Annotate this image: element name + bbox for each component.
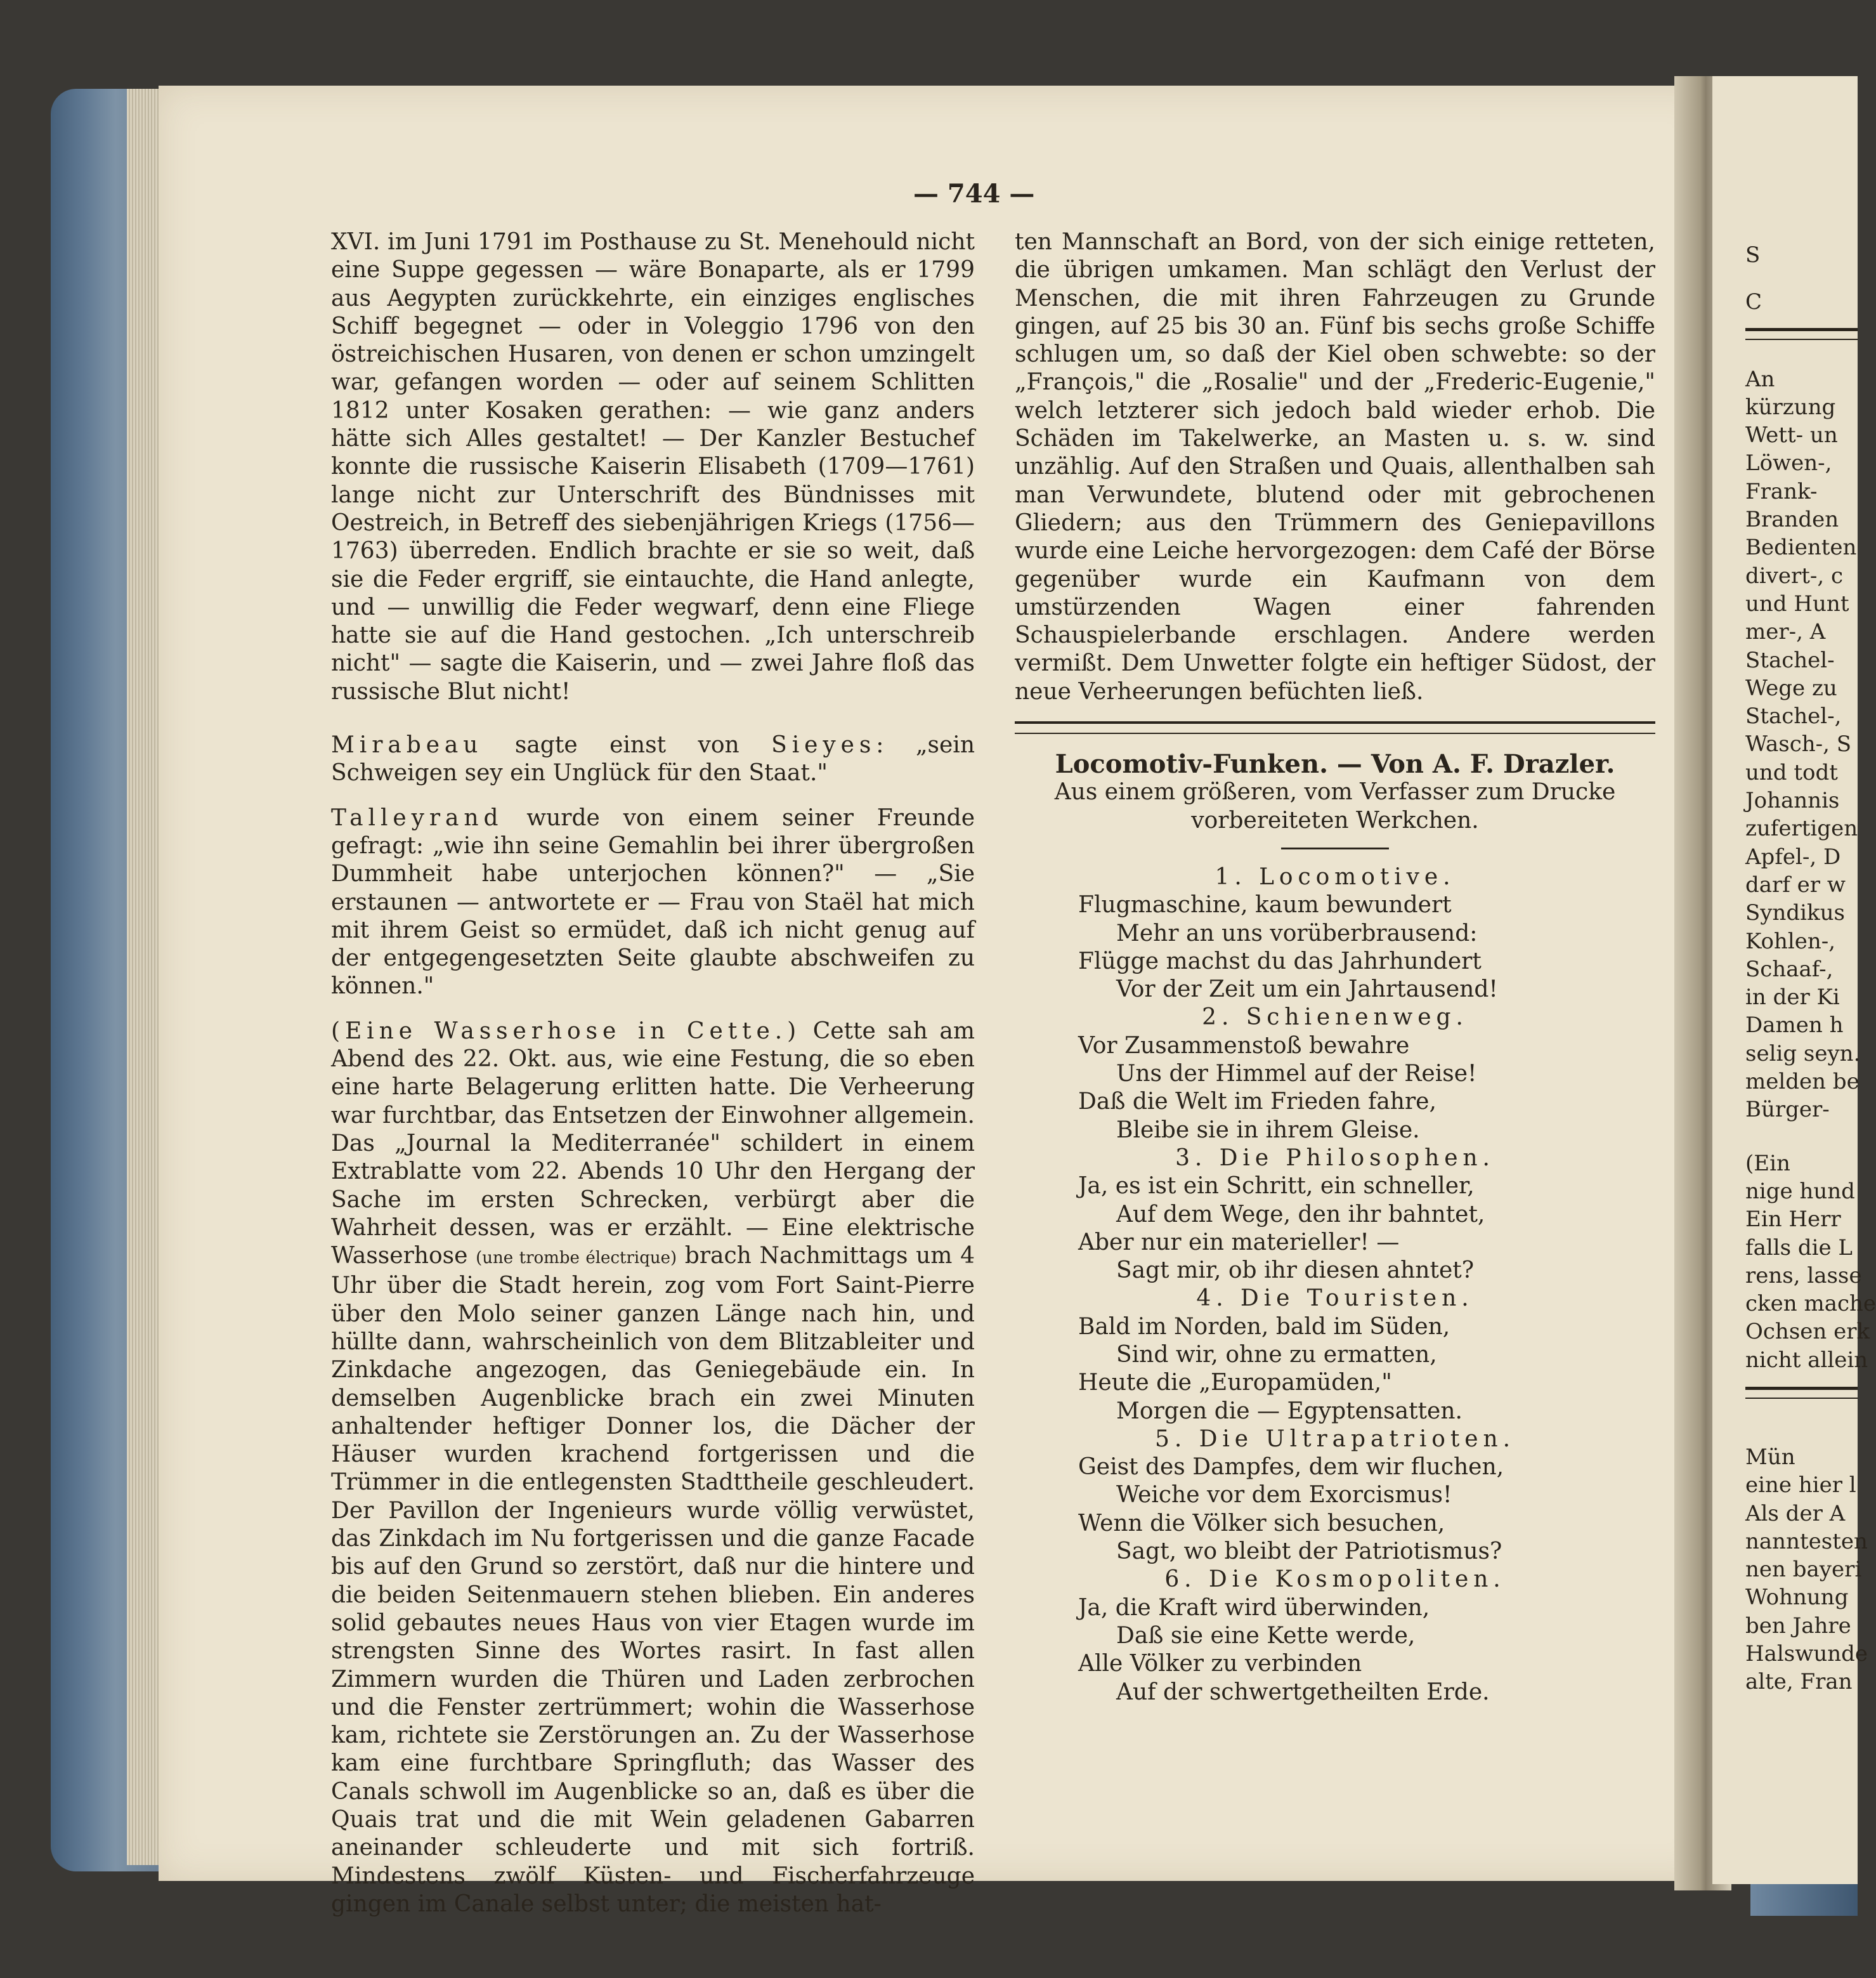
- partial-block-a: [1745, 365, 1861, 1124]
- partial-line: (Ein: [1745, 1150, 1790, 1176]
- partial-line: Ein Herr: [1745, 1207, 1841, 1233]
- partial-line: rens, lasse: [1745, 1262, 1862, 1288]
- partial-line: Wett- un: [1745, 422, 1838, 449]
- partial-line: divert-, c: [1745, 563, 1844, 589]
- name-sieyes: Sieyes: [771, 732, 876, 759]
- partial-line: Stachel-,: [1745, 704, 1842, 730]
- poem-line: Morgen die — Egyptensatten.: [1116, 1398, 1462, 1424]
- partial-line: Löwen-,: [1745, 450, 1832, 476]
- partial-line: kürzung: [1745, 394, 1836, 420]
- poem-2: [1015, 1004, 1655, 1144]
- paragraph-continued: ten Mannschaft an Bord, von der sich einige retteten, die übrigen umkamen. Man schlägt den Verlust der Menschen, die mit ihren Fahrzeugen zu Grunde gingen, auf 25 bis 30 an. Fünf bis sechs große Schiffe schlugen um, so daß der Kiel oben schwebte: so der „François," die „Rosalie" und der „Frederic-Eugenie," welch letzterer sich jedoch bald wieder erhob. Die Schäden im Takelwerke, an Masten u. s. w. sind unzählig. Auf den Straßen und Quais, allenthalben sah man Verwundete, blutend oder mit gebrochenen Gliedern; aus den Trümmern des Geniepavillons wurde eine Leiche hervorgezogen: dem Café der Börse gegenüber wurde ein Kaufmann von dem umstürzenden Wagen einer fahrenden Schauspielerbande erschlagen. Andere werden vermißt. Dem Unwetter folgte ein heftiger Südost, der neue Verheerungen befüchten ließ.: [1015, 229, 1655, 705]
- text: brach Nachmittags um 4 Uhr über die Stadt herein, zog vom Fort Saint-Pierre über den Molo seiner ganzen Länge nach hin, und hüllte dann, wahrscheinlich von dem Blitzableiter und Zinkdache angezogen, das Geniegebäude ein. In demselben Augenblicke brach ein zwei Minuten anhaltender heftiger Donner los, die Dächer der Häuser wurden krachend fortgerissen und die Trümmer in die entlegensten Stadttheile geschleudert. Der Pavillon der Ingenieurs wurde völlig verwüstet, das Zinkdach im Nu fortgerissen und die ganze Facade bis auf den Grund so zerstört, daß nur die hintere und die beiden Seitenmauern stehen blieben. Ein anderes solid gebautes neues Haus von vier Etagen wurde im strengsten Sinne des Wortes rasirt. In fast allen Zimmern wurden die Thüren und Laden zerbrochen und die Fenster zertrümmert; wohin die Wasserhose kam, richtete sie Zerstörungen an. Zu der Wasserhose kam eine furchtbare Springfluth; das Wasser des Canals schwoll im Augenblicke so an, daß es über die Quais trat und die mit Wein geladenen Gabarren aneinander schleuderte und mit sich fortriß. Mindestens zwölf Küsten- und Fischerfahrzeuge gingen im Canale selbst unter; die meisten hat-: [331, 1243, 975, 1917]
- poem-title: 2. Schienenweg.: [1202, 1004, 1468, 1031]
- partial-line: darf er w: [1745, 872, 1846, 898]
- partial-line: in der Ki: [1745, 985, 1840, 1011]
- poem-line: Sagt mir, ob ihr diesen ahntet?: [1116, 1257, 1475, 1284]
- paragraph-mirabeau: [331, 731, 975, 788]
- partial-line: falls die L: [1745, 1235, 1853, 1261]
- partial-line: alte, Fran: [1745, 1669, 1853, 1695]
- poem-3: [1015, 1144, 1655, 1285]
- partial-line: Stachel-: [1745, 647, 1835, 673]
- partial-line: melden be: [1745, 1069, 1860, 1095]
- poem-line: Weiche vor dem Exorcismus!: [1116, 1482, 1452, 1509]
- partial-line: C: [1745, 289, 1762, 315]
- page-number: — 744 —: [913, 179, 1035, 209]
- poem-line: Vor der Zeit um ein Jahrtausend!: [1116, 976, 1498, 1003]
- partial-line: Ochsen erk: [1745, 1319, 1870, 1345]
- poem-line: Sind wir, ohne zu ermatten,: [1116, 1341, 1437, 1368]
- poem-line: Wenn die Völker sich besuchen,: [1078, 1510, 1445, 1536]
- poem-line: Aber nur ein materieller! —: [1078, 1229, 1400, 1255]
- poem-line: Uns der Himmel auf der Reise!: [1116, 1061, 1477, 1087]
- poem-line: Flugmaschine, kaum bewundert: [1078, 892, 1452, 919]
- article-subheading: Aus einem größeren, vom Verfasser zum Drucke vorbereiteten Werkchen.: [1054, 779, 1616, 834]
- poem-line: Mehr an uns vorüberbrausend:: [1116, 920, 1478, 946]
- partial-line: Apfel-, D: [1745, 844, 1841, 870]
- partial-line: Mün: [1745, 1444, 1795, 1470]
- poem-line: Auf dem Wege, den ihr bahntet,: [1116, 1201, 1485, 1228]
- partial-line: zufertigen: [1745, 816, 1858, 842]
- article-title-wasserhose: (Eine Wasserhose in Cette.): [331, 1018, 802, 1044]
- poem-4: [1015, 1285, 1655, 1425]
- poem-5: [1015, 1425, 1655, 1566]
- poem-line: Geist des Dampfes, dem wir fluchen,: [1078, 1454, 1504, 1481]
- partial-line: An: [1745, 366, 1775, 392]
- partial-line: nige hund: [1745, 1178, 1855, 1204]
- partial-line: mer-, A: [1745, 619, 1826, 645]
- partial-line: Branden: [1745, 507, 1839, 533]
- poem-line: Flügge machst du das Jahrhundert: [1078, 948, 1482, 974]
- poem-line: Daß die Welt im Frieden fahre,: [1078, 1089, 1436, 1115]
- text: sagte einst von: [483, 732, 772, 759]
- text: : „sein Schweigen sey ein Unglück für den Staat.": [331, 732, 975, 787]
- poem-title: 3. Die Philosophen.: [1175, 1144, 1495, 1171]
- partial-line: Wasch-, S: [1745, 731, 1852, 757]
- poem-line: Alle Völker zu verbinden: [1078, 1651, 1362, 1677]
- partial-line: und todt: [1745, 759, 1838, 785]
- poem-line: Ja, es ist ein Schritt, ein schneller,: [1078, 1173, 1475, 1200]
- name-mirabeau: Mirabeau: [331, 732, 483, 759]
- partial-line: selig seyn.: [1745, 1040, 1861, 1066]
- partial-line: S: [1745, 242, 1761, 268]
- facing-page-divider: [1745, 1387, 1858, 1399]
- partial-line: Halswunde: [1745, 1641, 1868, 1667]
- section-divider: [1015, 721, 1655, 734]
- paragraph-wasserhose: [331, 1018, 975, 1919]
- poem-line: Vor Zusammenstoß bewahre: [1078, 1032, 1410, 1059]
- poem-line: Sagt, wo bleibt der Patriotismus?: [1116, 1538, 1502, 1565]
- partial-line: eine hier l: [1745, 1472, 1856, 1498]
- partial-line: Schaaf-,: [1745, 956, 1834, 982]
- poem-title: 4. Die Touristen.: [1196, 1285, 1474, 1312]
- french-term: (une trombe électrique): [476, 1248, 677, 1268]
- partial-line: ben Jahre: [1745, 1613, 1851, 1639]
- poem-line: Heute die „Europamüden,": [1078, 1370, 1392, 1396]
- partial-line: nen bayeri: [1745, 1557, 1862, 1583]
- partial-line: Als der A: [1745, 1500, 1846, 1526]
- poem-title: 1. Locomotive.: [1215, 863, 1456, 890]
- poem-title: 6. Die Kosmopoliten.: [1164, 1566, 1506, 1593]
- text: wurde von einem seiner Freunde gefragt: „wie ihn seine Gemahlin bei ihrer übergroßen Dummheit habe unterjochen können?" — „Sie erstaunen — antwortete er — Frau von Staël hat mich mit ihrem Geist so ermüdet, daß ich nicht genug auf der entgegengesetzten Seite glaubte abschweifen zu können.": [331, 804, 975, 1000]
- poem-6: [1015, 1566, 1655, 1706]
- partial-line: nicht allein: [1745, 1347, 1868, 1373]
- partial-line: Johannis: [1745, 788, 1840, 814]
- poem-line: Auf der schwertgetheilten Erde.: [1116, 1679, 1490, 1705]
- partial-line: und Hunt: [1745, 591, 1849, 617]
- partial-line: Frank-: [1745, 478, 1818, 504]
- text: Cette sah am Abend des 22. Okt. aus, wie eine Festung, die so eben eine harte Belagerung erlitten hatte. Die Verheerung war furchtbar, das Entsetzen der Einwohner allgemein. Das „Journal la Mediterranée" schildert in einem Extrablatte vom 22. Abends 10 Uhr den Hergang der Sache im ersten Schrecken, verbürgt aber die Wahrheit dessen, was er erzählt. — Eine elektrische Wasserhose: [331, 1018, 975, 1269]
- poem-line: Bald im Norden, bald im Süden,: [1078, 1313, 1450, 1340]
- partial-line: Bürger-: [1745, 1097, 1830, 1123]
- poem-line: Daß sie eine Kette werde,: [1116, 1622, 1416, 1649]
- poem-1: [1015, 863, 1655, 1004]
- poem-line: Bleibe sie in ihrem Gleise.: [1116, 1117, 1420, 1143]
- partial-line: nanntesten: [1745, 1528, 1868, 1554]
- partial-line: Wege zu: [1745, 675, 1837, 701]
- partial-line: Damen h: [1745, 1012, 1844, 1038]
- partial-line: Bedienten: [1745, 535, 1857, 561]
- name-talleyrand: Talleyrand: [331, 804, 504, 831]
- partial-line: Wohnung: [1745, 1585, 1849, 1611]
- partial-line: Syndikus: [1745, 900, 1845, 926]
- facing-page-divider: [1745, 328, 1858, 340]
- right-column: [1015, 228, 1655, 1706]
- facing-page-text: [1745, 216, 1876, 1696]
- short-divider: [1281, 848, 1389, 849]
- paragraph-talleyrand: [331, 804, 975, 1001]
- partial-line: Kohlen-,: [1745, 928, 1836, 954]
- article-heading: Locomotiv-Funken. — Von A. F. Drazler.: [1055, 749, 1615, 780]
- partial-block-c: [1745, 1443, 1868, 1696]
- partial-line: cken mache: [1745, 1291, 1876, 1317]
- partial-block-b: [1745, 1149, 1876, 1374]
- paragraph-history: XVI. im Juni 1791 im Posthause zu St. Menehould nicht eine Suppe gegessen — wäre Bonaparte, als er 1799 aus Aegypten zurückkehrte, ein einziges englisches Schiff begegnet — oder in Voleggio 1796 von den östreichischen Husaren, von denen er schon umzingelt war, gefangen worden — oder auf seinem Schlitten 1812 unter Kosaken gerathen: — wie ganz anders hätte sich Alles gestaltet! — Der Kanzler Bestuchef konnte die russische Kaiserin Elisabeth (1709—1761) lange nicht zur Unterschrift des Bündnisses mit Oestreich, in Betreff des siebenjährigen Kriegs (1756—1763) überreden. Endlich brachte er sie so weit, daß sie die Feder ergriff, sie eintauchte, die Hand anlegte, und — unwillig die Feder wegwarf, denn eine Fliege hatte sie auf die Hand gestochen. „Ich unterschreib nicht" — sagte die Kaiserin, und — zwei Jahre floß das russische Blut nicht!: [331, 229, 975, 705]
- poem-line: Ja, die Kraft wird überwinden,: [1078, 1594, 1430, 1621]
- poem-title: 5. Die Ultrapatrioten.: [1155, 1425, 1515, 1452]
- left-column: [331, 228, 975, 1918]
